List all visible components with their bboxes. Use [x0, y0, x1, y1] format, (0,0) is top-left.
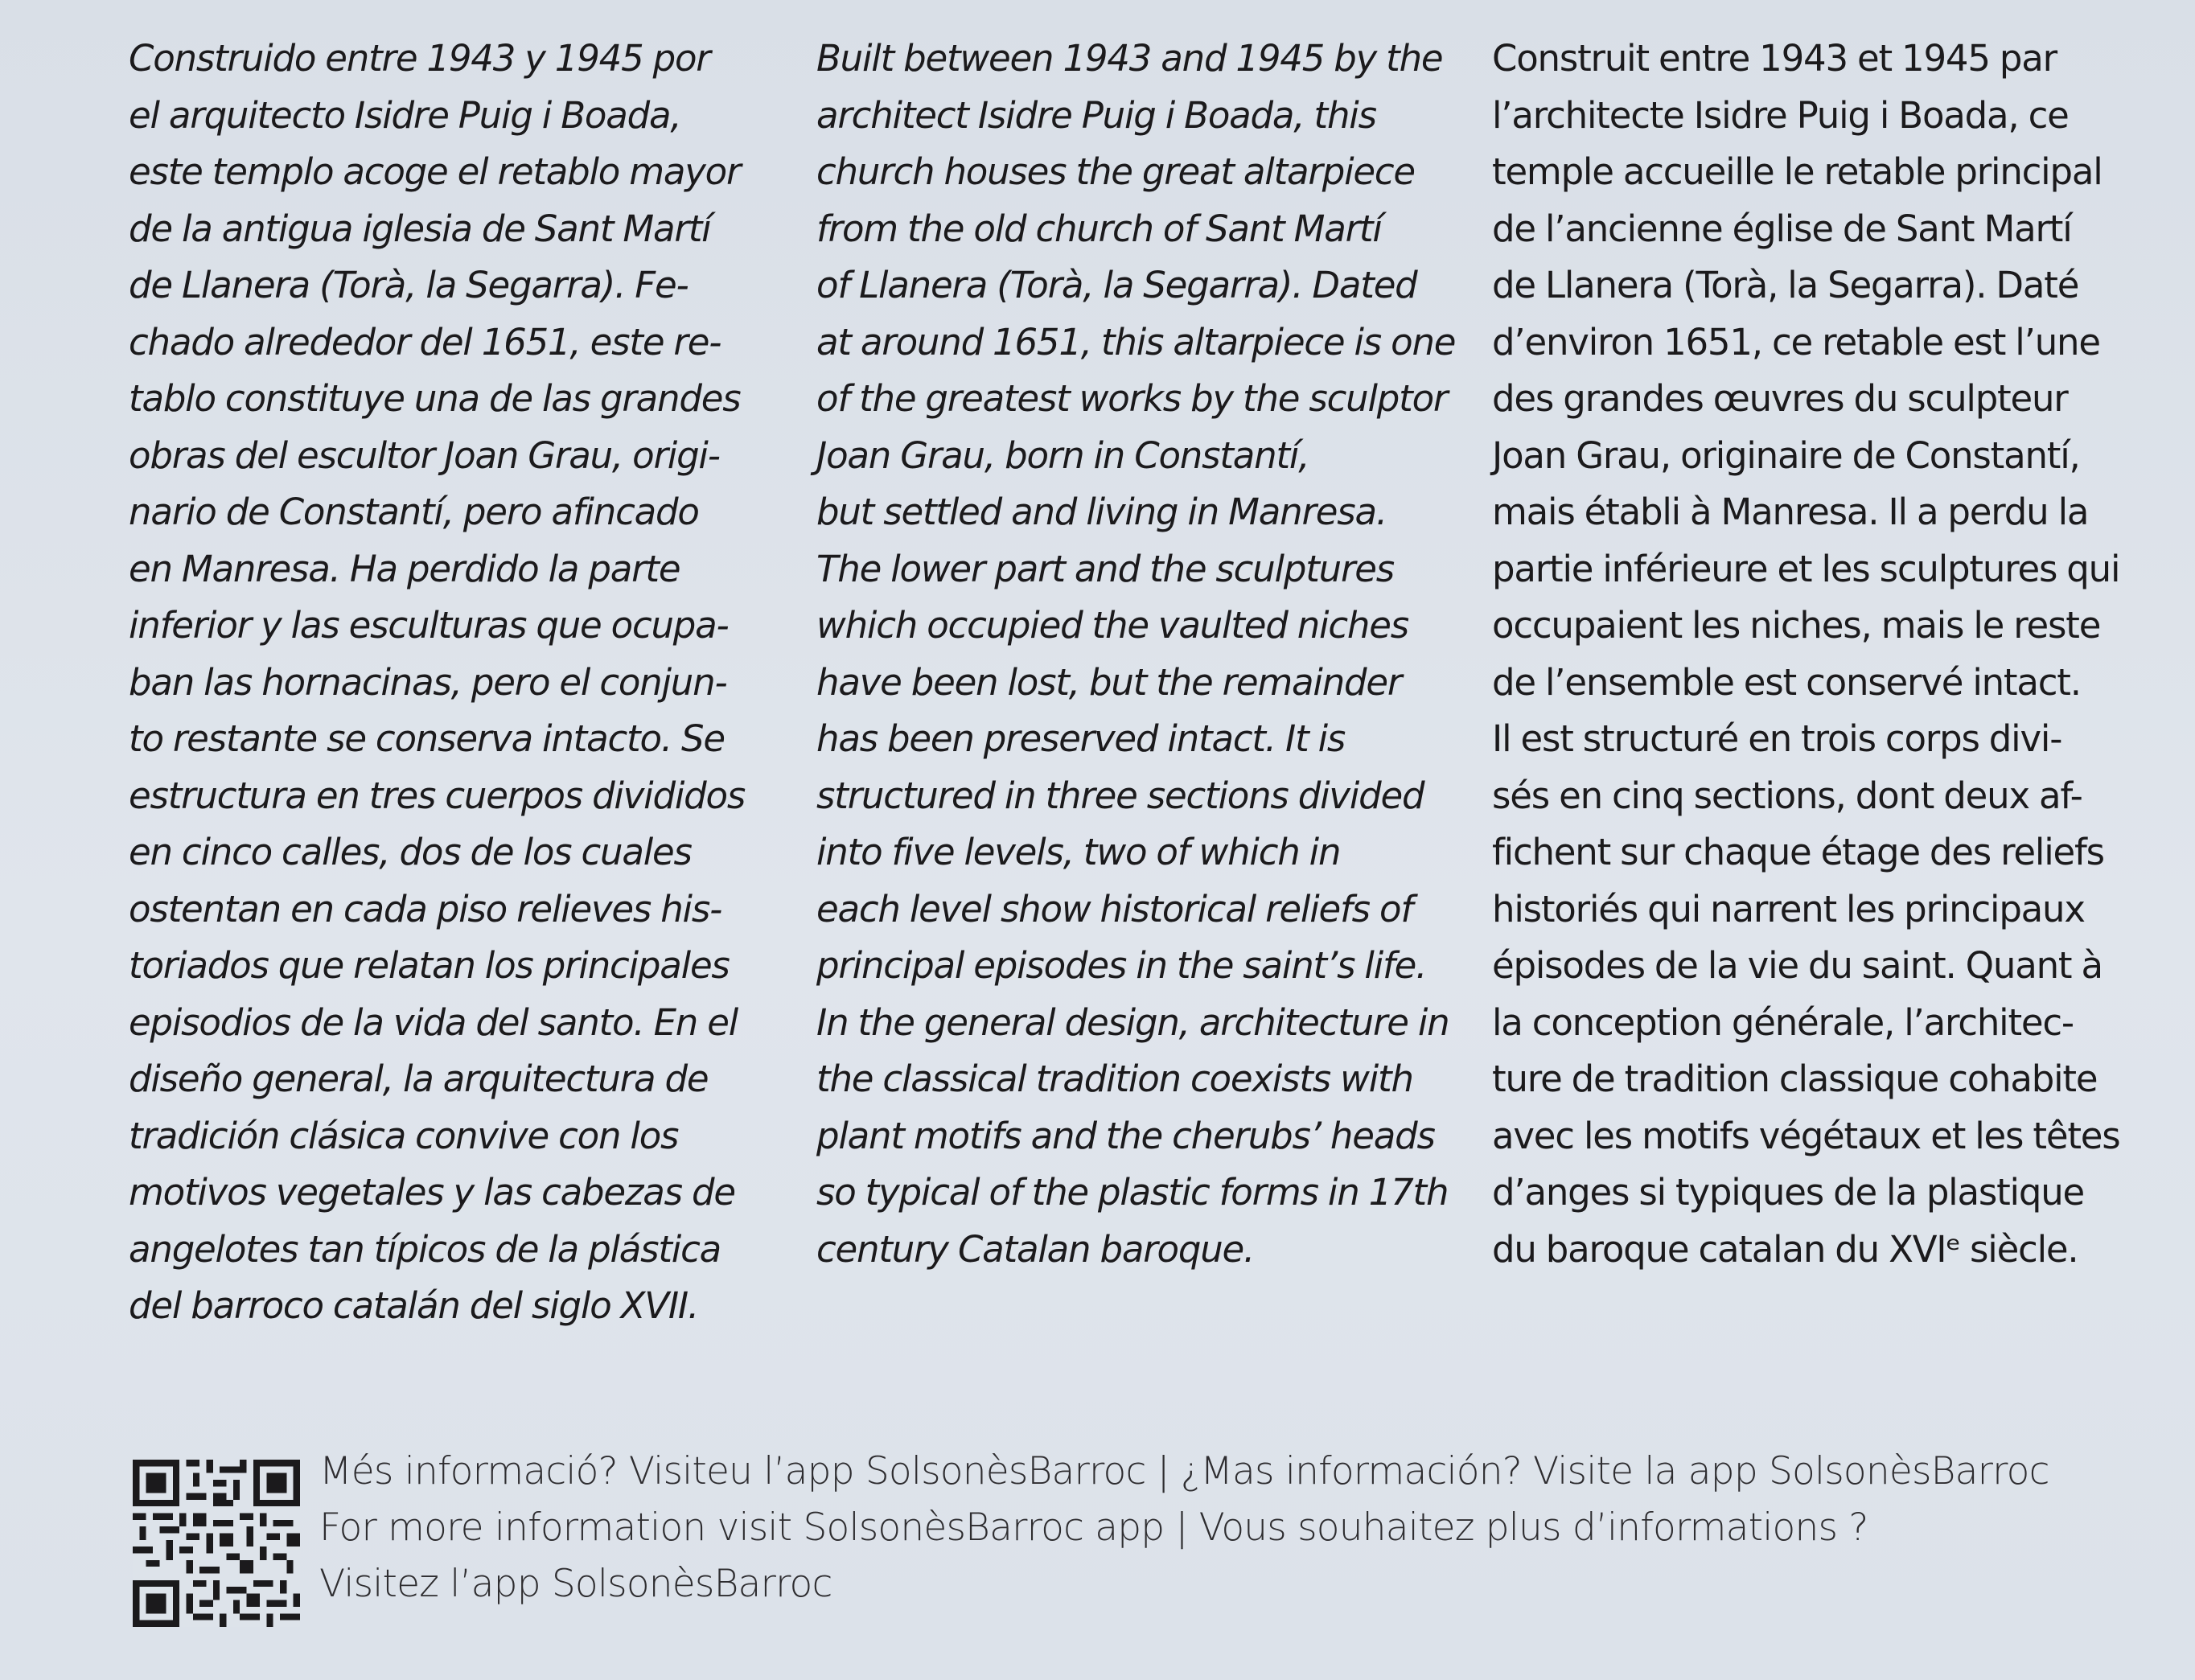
text-line: The lower part and the sculptures — [816, 547, 1395, 590]
text-line: de l’ensemble est conservé intact. — [1492, 660, 2081, 704]
text-line: des grandes œuvres du sculpteur — [1492, 377, 2068, 420]
text-line: la conception générale, l’architec- — [1492, 1000, 2074, 1044]
text-line: nario de Constantí, pero afincado — [129, 491, 699, 533]
text-line: ban las hornacinas, pero el conjun- — [129, 660, 727, 704]
text-line: Construit entre 1943 et 1945 par — [1492, 37, 2057, 80]
text-line: the classical tradition coexists with — [816, 1058, 1413, 1100]
text-line: de l’ancienne église de Sant Martí — [1492, 207, 2072, 250]
footer — [133, 1444, 2144, 1653]
text-line: obras del escultor Joan Grau, origi- — [129, 433, 720, 477]
text-line: mais établi à Manresa. Il a perdu la — [1492, 491, 2089, 533]
text-line: into five levels, two of which in — [816, 831, 1341, 873]
text-line: chado alrededor del 1651, este re- — [129, 320, 721, 364]
text-line: century Catalan baroque. — [816, 1227, 1255, 1271]
text-line: but settled and living in Manresa. — [816, 491, 1387, 533]
text-line: el arquitecto Isidre Puig i Boada, — [129, 93, 681, 137]
text-line: church houses the great altarpiece — [816, 150, 1415, 193]
text-line: inferior y las esculturas que ocupa- — [129, 604, 729, 647]
text-line: épisodes de la vie du saint. Quant à — [1492, 944, 2103, 987]
text-line: of the greatest works by the sculptor — [816, 377, 1448, 420]
text-line: from the old church of Sant Martí — [816, 207, 1382, 250]
text-line: each level show historical reliefs of — [816, 887, 1412, 930]
text-line: architect Isidre Puig i Boada, this — [816, 93, 1376, 137]
text-line: d’environ 1651, ce retable est l’une — [1492, 320, 2100, 364]
text-line: de Llanera (Torà, la Segarra). Fe- — [129, 264, 689, 306]
footer-text — [319, 1444, 2049, 1612]
text-line: structured in three sections divided — [816, 774, 1424, 817]
text-line: este templo acoge el retablo mayor — [129, 150, 741, 193]
text-line: estructura en tres cuerpos divididos — [129, 774, 746, 817]
text-line: to restante se conserva intacto. Se — [129, 717, 725, 760]
text-line: at around 1651, this altarpiece is one — [816, 320, 1456, 364]
text-line: of Llanera (Torà, la Segarra). Dated — [816, 264, 1417, 306]
text-line: which occupied the vaulted niches — [816, 604, 1408, 647]
text-line: partie inférieure et les sculptures qui — [1492, 547, 2120, 590]
text-line: so typical of the plastic forms in 17th — [816, 1171, 1449, 1214]
text-line: temple accueille le retable principal — [1492, 150, 2103, 193]
text-line: de Llanera (Torà, la Segarra). Daté — [1492, 264, 2079, 306]
footer-line: Visitez l’app SolsonèsBarroc — [319, 1562, 832, 1606]
text-line: del barroco catalán del siglo XVII. — [129, 1284, 699, 1327]
text-line: toriados que relatan los principales — [129, 944, 730, 987]
text-line: en Manresa. Ha perdido la parte — [129, 547, 680, 590]
text-line: du baroque catalan du XVIᵉ siècle. — [1492, 1227, 2078, 1271]
text-line: In the general design, architecture in — [816, 1000, 1449, 1044]
footer-line: For more information visit SolsonèsBarroc app | Vous souhaitez plus d’informations ? — [319, 1505, 1868, 1550]
text-line: avec les motifs végétaux et les têtes — [1492, 1114, 2120, 1157]
text-line: tradición clásica convive con los — [129, 1114, 679, 1157]
text-line: l’architecte Isidre Puig i Boada, ce — [1492, 93, 2069, 137]
text-line: fichent sur chaque étage des reliefs — [1492, 831, 2104, 873]
french-text-column — [1492, 31, 2135, 1278]
text-line: Built between 1943 and 1945 by the — [816, 37, 1443, 80]
text-line: ostentan en cada piso relieves his- — [129, 887, 722, 930]
text-line: Construido entre 1943 y 1945 por — [129, 37, 710, 80]
text-line: Il est structuré en trois corps divi- — [1492, 717, 2062, 760]
qr-code-icon[interactable] — [133, 1460, 300, 1627]
text-line: Joan Grau, originaire de Constantí, — [1492, 433, 2080, 477]
text-line: en cinco calles, dos de los cuales — [129, 831, 692, 873]
text-line: diseño general, la arquitectura de — [129, 1058, 709, 1100]
text-line: motivos vegetales y las cabezas de — [129, 1171, 735, 1214]
text-line: have been lost, but the remainder — [816, 660, 1402, 704]
footer-line: Més informació? Visiteu l’app SolsonèsBarroc | ¿Mas información? Visite la app SolsonèsBarroc — [319, 1449, 2049, 1493]
text-line: tablo constituye una de las grandes — [129, 377, 741, 420]
text-line: sés en cinq sections, dont deux af- — [1492, 774, 2082, 817]
text-line: has been preserved intact. It is — [816, 717, 1346, 760]
text-line: Joan Grau, born in Constantí, — [816, 433, 1309, 477]
spanish-text-column — [129, 31, 764, 1335]
text-line: d’anges si typiques de la plastique — [1492, 1171, 2085, 1214]
text-line: ture de tradition classique cohabite — [1492, 1058, 2098, 1100]
text-line: episodios de la vida del santo. En el — [129, 1000, 738, 1044]
text-line: de la antigua iglesia de Sant Martí — [129, 207, 711, 250]
text-line: occupaient les niches, mais le reste — [1492, 604, 2101, 647]
text-line: plant motifs and the cherubs’ heads — [816, 1114, 1435, 1157]
text-line: angelotes tan típicos de la plástica — [129, 1227, 721, 1271]
text-line: principal episodes in the saint’s life. — [816, 944, 1427, 987]
text-line: historiés qui narrent les principaux — [1492, 887, 2085, 930]
english-text-column — [816, 31, 1456, 1278]
